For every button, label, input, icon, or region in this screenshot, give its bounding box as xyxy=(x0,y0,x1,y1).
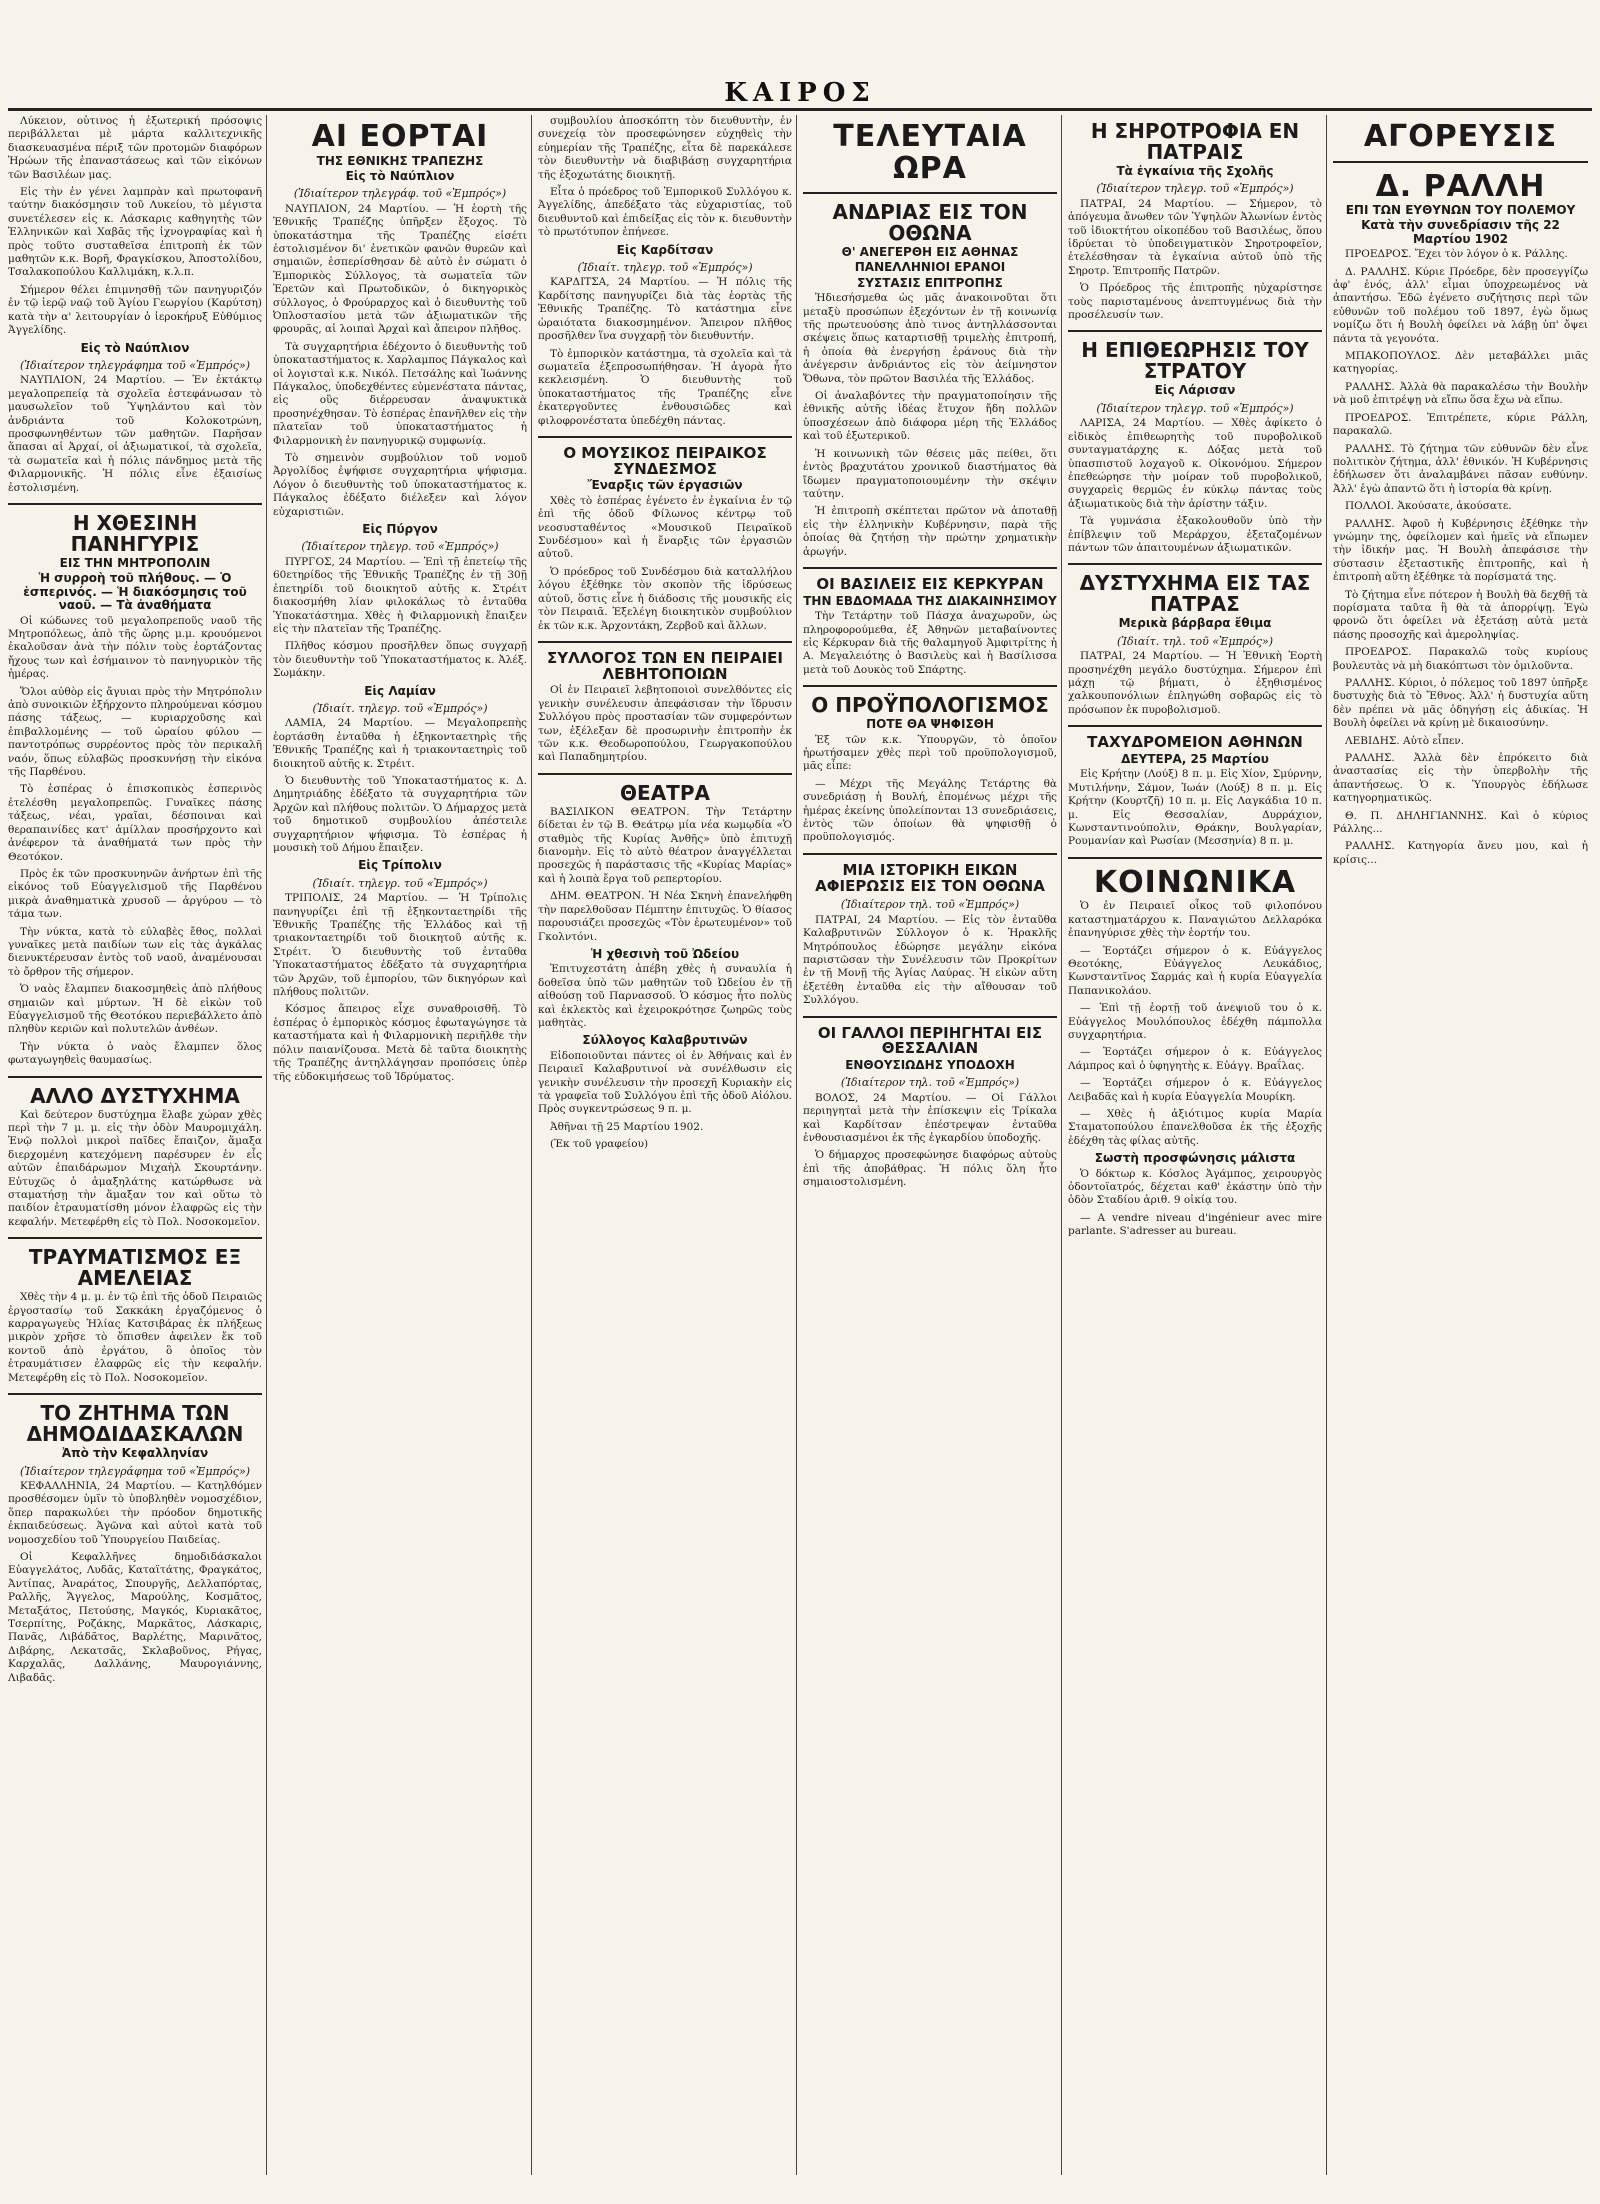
article-headline: ΑΓΟΡΕΥΣΙΣ xyxy=(1363,119,1558,154)
article-subheading: Ἀπὸ τὴν Κεφαλληνίαν xyxy=(61,1446,209,1461)
article-paragraph: ΠΡΟΕΔΡΟΣ. Ἐπιτρέπετε, κύριε Ράλλη, παρακαλῶ. xyxy=(1333,411,1588,438)
article-paragraph: ΜΠΑΚΟΠΟΥΛΟΣ. Δὲν μεταβάλλει μιᾶς κατηγορίας. xyxy=(1333,350,1588,376)
section-rule xyxy=(1068,725,1322,727)
article-paragraph: Εἶτα ὁ πρόεδρος τοῦ Ἐμπορικοῦ Συλλόγου κ. Ἀγγελίδης, ἀπεδέξατο τὰς εὐχαριστίας, τοῦ διευθυντοῦ καὶ ἐπιδείξας εἰς τὸν κ. διευθυντὴν τὸ πρωτότυπον ἐπήνεσε. xyxy=(538,186,792,239)
article-headline: ΑΛΛΟ ΔΥΣΤΥΧΗΜΑ xyxy=(30,1083,240,1108)
telegram-dateline: (Ἰδιαίτ. τηλεγρ. τοῦ «Ἐμπρός») xyxy=(577,261,753,275)
article-paragraph: ΝΑΥΠΛΙΟΝ, 24 Μαρτίου. — Ἐν ἐκτάκτῳ μεγαλοπρεπείᾳ τὰ σχολεῖα ἑστεφάνωσαν τὸ μαυσωλεῖον τοῦ Ὑψηλάντου καὶ τὸν ἀνδριάντα τοῦ Κολοκοτρώνη, προσφωνηθέντων τῶν μαθητῶν. Παρῆσαν ἅπασαι αἱ Ἀρχαί, οἱ ἀξιωματικοί, τὰ σχολεῖα, τὰ σωματεῖα καὶ ἡ πόλις πάνδημος μετὰ τῆς Φιλαρμονικῆς. Ἡ πόλις εἶνε ἐξαισίως ἐστολισμένη. xyxy=(8,374,262,494)
telegram-dateline: (Ἰδιαίτερον τηλεγρ. τοῦ «Ἐμπρός») xyxy=(1096,182,1294,196)
columns xyxy=(8,115,1592,2175)
column-2 xyxy=(273,115,532,2175)
article-subheading: ΤΗΣ ΕΘΝΙΚΗΣ ΤΡΑΠΕΖΗΣ xyxy=(316,153,484,168)
article-paragraph: ΛΑΜΙΑ, 24 Μαρτίου. — Μεγαλοπρεπὴς ἑορτάσθη ἐνταῦθα ἡ ἑξηκονταετηρὶς τῆς Ἐθνικῆς Τραπέζης καὶ ἡ τριακονταετηρὶς τοῦ διοικητοῦ αὐτῆς κ. Στρέιτ. xyxy=(273,717,527,770)
article-paragraph: ΠΡΟΕΔΡΟΣ. Παρακαλῶ τοὺς κυρίους βουλευτὰς νὰ μὴ διακόπτωσι τὸν ὁμιλοῦντα. xyxy=(1333,646,1588,672)
article-paragraph: Κόσμος ἄπειρος εἶχε συναθροισθῆ. Τὸ ἑσπέρας ὁ ἐμπορικὸς κόσμος ἐφωταγώγησε τὰ καταστήματα καὶ ἡ Φιλαρμονικὴ περιῆλθε τὴν πόλιν παιανίζουσα. Μετὰ δὲ ταῦτα διοικητὴς τῆς Τραπέζης ἀντηλλάγησαν προπόσεις ὑπὲρ τῆς εὐδοκιμήσεως τοῦ Ἱδρύματος. xyxy=(273,1003,527,1083)
section-rule xyxy=(538,436,792,438)
article-paragraph: Οἱ ἐν Πειραιεῖ λεβητοποιοὶ συνελθόντες εἰς γενικὴν συνέλευσιν ἀπεφάσισαν τὴν ἵδρυσιν Συλλόγου πρὸς προστασίαν τῶν συμφερόντων των, ἐξέλεξαν δὲ προσωρινὴν ἐπιτροπὴν ἐκ τῶν κ.κ. Θεοδωροπούλου, Γεωργακοπούλου καὶ Παπαδημητρίου. xyxy=(538,684,792,764)
newspaper-title: ΚΑΙΡΟΣ xyxy=(724,78,876,108)
telegram-dateline: (Ἰδιαίτ. τηλ. τοῦ «Ἐμπρός») xyxy=(1116,634,1274,648)
article-subheading: Εἰς τὸ Ναύπλιον xyxy=(80,340,190,355)
article-subheading: ΠΑΝΕΛΛΗΝΙΟΙ ΕΡΑΝΟΙ xyxy=(854,260,1006,275)
article-paragraph: Ὁ δόκτωρ κ. Κόσλος Ἀγάμπος, χειρουργὸς ὀδοντοϊατρός, δέχεται καθ' ἑκάστην ὑπὸ τὴν ὁδὸν Σταδίου ἀριθ. 9 οἰκίᾳ του. xyxy=(1068,1167,1322,1207)
article-paragraph: Τὸ ἐμπορικὸν κατάστημα, τὰ σχολεῖα καὶ τὰ σωματεῖα ἐξεπροσωπήθησαν. Ἡ ἀγορὰ ἦτο κεκλεισμένη. Ὁ διευθυντὴς τοῦ ὑποκαταστήματος τῆς Τραπέζης εἶνε ἐκατεργοῦντες ἐνθουσιῶδες καὶ φιλοφρονέστατα ὑπεδέχθη πάντας. xyxy=(538,347,792,427)
article-subheading: Εἰς Λάρισαν xyxy=(1154,383,1236,398)
article-subheading: Ἔναρξις τῶν ἐργασιῶν xyxy=(587,478,743,493)
article-subheading: ΤΗΝ ΕΒΔΟΜΑΔΑ ΤΗΣ ΔΙΑΚΑΙΝΗΣΙΜΟΥ xyxy=(803,593,1057,608)
article-headline: ΑΝΔΡΙΑΣ ΕΙΣ ΤΟΝ ΟΘΩΝΑ xyxy=(832,200,1028,245)
article-paragraph: ΡΑΛΛΗΣ. Κύριοι, ὁ πόλεμος τοῦ 1897 ὑπῆρξε δυστυχὴς διὰ τὸ Ἔθνος. Ἀλλ' ἡ δυστυχία αὕτη δὲν πρέπει νὰ μᾶς ὁδηγήσῃ εἰς ἀδικίας. Ἡ Βουλὴ ὀφείλει νὰ κρίνῃ μὲ δικαιοσύνην. xyxy=(1333,677,1588,730)
article-subheading: Μερικὰ βάρβαρα ἔθιμα xyxy=(1118,616,1272,631)
article-paragraph: Οἱ κώδωνες τοῦ μεγαλοπρεποῦς ναοῦ τῆς Μητροπόλεως, ἀπὸ τῆς ὥρης μ.μ. κρουόμενοι ἐκαλοῦσαν ἀνὰ τὴν πόλιν τοὺς ἑορτάζοντας ἤχους των καὶ ἐσήμαινον τὸ πανηγυρικὸν τῆς ἡμέρας. xyxy=(8,614,262,681)
telegram-dateline: (Ἰδιαίτερον τηλεγράφημα τοῦ «Ἐμπρός») xyxy=(19,358,250,372)
article-subheading: ΕΠΙ ΤΩΝ ΕΥΘΥΝΩΝ ΤΟΥ ΠΟΛΕΜΟΥ xyxy=(1345,203,1576,217)
article-headline: Η ΣΗΡΟΤΡΟΦΙΑ ΕΝ ΠΑΤΡΑΙΣ xyxy=(1090,119,1300,164)
article-paragraph: ΝΑΥΠΛΙΟΝ, 24 Μαρτίου. — Ἡ ἑορτὴ τῆς Ἐθνικῆς Τραπέζης ὑπῆρξεν ἔξοχος. Τὸ ὑποκατάστημα τῆς Τραπέζης εἰσέτι ἐστολισμένον δι' ἐνετικῶν φανῶν θυρεῶν καὶ σημαιῶν, ἑσπερίσθησαν δὲ αὐτὸ ἐν σώματι ὁ Ἐμπορικὸς Σύλλογος, τὰ σωματεῖα τῶν Ἐρετῶν καὶ Πρωτοδικῶν, ὁ δικηγορικὸς σύλλογος, ὁ Φρούραρχος καὶ ὁ διευθυντὴς τοῦ Ὀπλοστασίου μετὰ τῶν ἀξιωματικῶν τῆς φρουρᾶς, αἱ λοιπαὶ Ἀρχαὶ καὶ ἄπειρον πλῆθος. xyxy=(273,202,527,336)
article-paragraph: ΛΕΒΙΔΗΣ. Αὐτὸ εἶπεν. xyxy=(1345,734,1465,747)
article-headline: ΘΕΑΤΡΑ xyxy=(620,780,710,805)
telegram-dateline: (Ἰδιαίτερον τηλεγρ. τοῦ «Ἐμπρός») xyxy=(1096,401,1294,415)
article-subheading: ΕΙΣ ΤΗΝ ΜΗΤΡΟΠΟΛΙΝ xyxy=(59,555,211,570)
article-paragraph: Ἠδιεσήσμεθα ὡς μᾶς ἀνακοινοῦται ὅτι μεταξὺ προσώπων ἐξεχόντων ἐν τῇ κοινωνίᾳ τῆς πρωτευούσης ἀπὸ τινος ἀντηλλάσσονται σκέψεις ὅπως καταρτισθῇ τριμελὴς ἐπιτροπή, ἡ ὁποία θὰ ἐνεργήσῃ ἐράνους διὰ τὴν ἀνέγερσιν ἀνδριάντος εἰς τὸν ἀείμνηστον Ὄθωνα, τὸν πρῶτον Βασιλέα τῆς Ἑλλάδος. xyxy=(803,292,1057,385)
article-paragraph: Τὰ συγχαρητήρια ἐδέχοντο ὁ διευθυντὴς τοῦ ὑποκαταστήματος κ. Χαρλαμπος Πάγκαλος καὶ οἱ λογισταὶ κ.κ. Νικόλ. Πετσάλης καὶ Ἰωάννης Πάγκαλος, ὑποδεχθέντες εὐμενέστατα πάντας, εἰς οὓς διέρρευσαν ἀναψυκτικὰ προσηνέχθησαν. Τὸ ἑσπέρας ἐπανῆλθεν εἰς τὴν πλατεῖαν τοῦ ὑποκαταστήματος ἡ Φιλαρμονικὴ ἐν πανηγυρικῷ συμφωνίᾳ. xyxy=(273,340,527,447)
column-5 xyxy=(1068,115,1327,2175)
article-paragraph: Ὁ πρόεδρος τοῦ Συνδέσμου διὰ καταλλήλου λόγου ἐξέθηκε τὸν σκοπὸν τῆς ἱδρύσεως αὐτοῦ, ὅστις εἶνε ἡ διάδοσις τῆς μουσικῆς εἰς τὸν Πειραιᾶ. Ἐξελέγη διοικητικὸν συμβούλιον ἐκ τῶν κ.κ. Ἀρχοντάκη, Ζερβοῦ καὶ ἄλλων. xyxy=(538,565,792,632)
article-paragraph: ΠΑΤΡΑΙ, 24 Μαρτίου. — Ἡ Ἐθνικὴ Ἑορτὴ προσηνέχθη μεγάλο δυστύχημα. Σήμερον ἐπὶ μάχῃ τῷ βήματι, ὁ ἐξηθισμένος χαλκουπονόλιων ἐπληγώθη σοβαρῶς εἰς τὸ πρόσωπον ἐκ πυροβολισμοῦ. xyxy=(1068,650,1322,716)
section-rule xyxy=(8,503,262,505)
article-paragraph: Λύκειον, οὗτινος ἡ ἐξωτερική πρόσοψις περιβάλλεται μὲ μάρτα καλλιτεχνικῆς διασκευασμένα πέριξ τῶν προτομῶν διαφόρων Ἡρώων τῆς ἐπαναστάσεως καὶ τῶν εἰκόνων τῶν Βασιλέων μας. xyxy=(8,115,262,181)
article-paragraph: ΛΑΡΙΣΑ, 24 Μαρτίου. — Χθὲς ἀφίκετο ὁ εἰδικὸς ἐπιθεωρητὴς τοῦ πυροβολικοῦ συνταγματάρχης κ. Δόξας μετὰ τοῦ ὑπασπιστοῦ λοχαγοῦ κ. Οἰκονόμου. Σήμερον ἐπεθεώρησε τὴν μοίραν τοῦ πυροβολικοῦ, συγχαρεὶς θερμῶς ἐν κύκλῳ πάντας τοὺς ἀξιωματικοὺς διὰ τὴν ἀρίστην τάξιν. xyxy=(1068,417,1322,510)
article-paragraph: — Χθὲς ἡ ἀξιότιμος κυρία Μαρία Σταματοπούλου ἐπανελθοῦσα ἐκ τῆς ἐξοχῆς ἐδέχθη τὰς φίλας αὐτῆς. xyxy=(1068,1107,1322,1147)
article-paragraph: Σήμερον θέλει ἐπιμνησθῇ τῶν πανηγυριζόν ἐν τῷ ἱερῷ ναῷ τοῦ Ἁγίου Γεωργίου (Καρύτση) κατὰ τὴν α' λειτουργίαν ὁ ἱεροκήρυξ Εὐθύμιος Ἀγγελίδης. xyxy=(8,283,262,337)
article-paragraph: Ἐξ τῶν κ.κ. Ὑπουργῶν, τὸ ὁποῖον ἠρωτήσαμεν χθὲς περὶ τοῦ προϋπολογισμοῦ, μᾶς εἶπε: xyxy=(803,733,1057,773)
article-paragraph: ΠΑΤΡΑΙ, 24 Μαρτίου. — Εἰς τὸν ἐνταῦθα Καλαβρυτινῶν Σύλλογον ὁ κ. Ἠρακλῆς Μητρόπουλος ἐδώρησε μεγάλην εἰκόνα παριστῶσαν τὴν Συνέλευσιν τῶν Προκρίτων ἐν τῇ Μονῇ τῆς Ἁγίας Λαύρας. Ἡ εἰκὼν αὕτη ἐξετέθη ἐνταῦθα εἰς τὴν αἴθουσαν τοῦ Συλλόγου. xyxy=(803,913,1057,1007)
article-paragraph: ΔΗΜ. ΘΕΑΤΡΟΝ. Ἡ Νέα Σκηνὴ ἐπανελήφθη τὴν παρελθοῦσαν Πέμπτην ἐπιτυχῶς. Ὁ θίασος παρουσιάζει προσεχῶς «Τὸν ἐρωτευμένον» τοῦ Γκολντόνι. xyxy=(538,890,792,943)
section-rule xyxy=(803,1016,1057,1018)
telegram-dateline: (Ἰδιαίτερον τηλ. τοῦ «Ἐμπρός») xyxy=(840,898,1020,912)
article-paragraph: ΠΑΤΡΑΙ, 24 Μαρτίου. — Σήμερον, τὸ ἀπόγευμα ἄνωθεν τῶν Ὑψηλῶν Ἀλωνίων ἐντὸς τοῦ ἰδιοκτήτου οἰκοπέδου τοῦ Βασιλέως, ὅπου ἱδρύεται τὸ ὑποδειγματικὸν Σηροτροφεῖον, ἐτελέσθησαν τὰ ἐγκαίνια αὐτοῦ ὑπὸ τῆς Σηροτρ. Ἐπιτροπῆς Πατρῶν. xyxy=(1068,197,1322,277)
article-paragraph: — Ἑορτάζει σήμερον ὁ κ. Εὐάγγελος Λάμπρος καὶ ὁ ὑφηγητὴς κ. Εὐάγγ. Βραΐλας. xyxy=(1068,1046,1322,1072)
section-rule xyxy=(8,1393,262,1395)
article-paragraph: ΡΑΛΛΗΣ. Ἀλλὰ δὲν ἐπρόκειτο διὰ ἀναστασίας εἰς τὴν ὑπερβολὴν τῆς ἀπαντήσεως. Ὁ κ. Ὑπουργὸς ἐδήλωσε κατηγορηματικῶς. xyxy=(1333,752,1588,805)
article-paragraph: ΡΑΛΛΗΣ. Ἀφοῦ ἡ Κυβέρνησις ἐξέθηκε τὴν γνώμην της, ὀφείλομεν καὶ ἡμεῖς νὰ εἴπωμεν τὴν ἰδικήν μας. Ἡ Βουλὴ ἀπεφάσισε τὴν σύστασιν ἐξεταστικῆς ἐπιτροπῆς, καὶ ἡ ἐπιτροπὴ αὕτη ἐξέθηκε τὰ πορίσματά της. xyxy=(1333,517,1588,584)
article-paragraph: Ἡ κοινωνικὴ τῶν θέσεις μᾶς πείθει, ὅτι ἐντὸς βραχυτάτου χρονικοῦ διαστήματος θὰ ἴδωμεν πραγματοποιουμένην τὴν σκέψιν ταύτην. xyxy=(803,447,1057,500)
article-paragraph: ΡΑΛΛΗΣ. Ἀλλὰ θὰ παρακαλέσω τὴν Βουλὴν νὰ μοῦ ἐπιτρέψῃ νὰ εἴπω ὅσα ἔχω νὰ εἴπω. xyxy=(1333,380,1588,407)
article-subheading: ΠΟΤΕ ΘΑ ΨΗΦΙΣΘΗ xyxy=(866,717,994,732)
section-rule xyxy=(803,685,1057,687)
article-paragraph: Ἡ ἐπιτροπὴ σκέπτεται πρῶτον νὰ ἀποταθῇ εἰς τὴν ἑλληνικὴν Κυβέρνησιν, παρὰ τῆς ὁποίας θὰ ζητήσῃ τὴν πρώτην χρηματικὴν ἀρωγήν. xyxy=(803,505,1057,558)
telegram-dateline: (Ἰδιαίτερον τηλ. τοῦ «Ἐμπρός») xyxy=(840,1076,1020,1090)
article-paragraph: Εἰδοποιοῦνται πάντες οἱ ἐν Ἀθήναις καὶ ἐν Πειραιεῖ Καλαβρυτινοί νὰ συνέλθωσιν εἰς γενικὴν συνέλευσιν τὴν προσεχῆ Κυριακὴν εἰς τὰ γραφεῖα τοῦ Συλλόγου ἐπὶ τῆς ὁδοῦ Αἰόλου. Πρὸς συγκεντρώσεως 9 π. μ. xyxy=(538,1049,792,1116)
article-paragraph: Οἱ ἀναλαβόντες τὴν πραγματοποίησιν τῆς ἐθνικῆς αὐτῆς ἰδέας ἔτυχον ἤδη πολλῶν ὑποσχέσεων ἀπὸ διάφορα μέρη τῆς Ἑλλάδος καὶ τοῦ ἐξωτερικοῦ. xyxy=(803,390,1057,443)
article-subheading: Ἡ χθεσινὴ τοῦ Ὠδείου xyxy=(590,946,740,961)
article-paragraph: Ὁ Πρόεδρος τῆς ἐπιτροπῆς ηὐχαρίστησε τοὺς παρισταμένους ἀνεπτυγμένως διὰ τὴν προσέλευσίν των. xyxy=(1068,282,1322,322)
article-paragraph: συμβουλίου ἀποσκόπτη τὸν διευθυντὴν, ἐν συνεχείᾳ τὸν προσεφώνησεν εὐχηθεὶς τὴν εὐημερίαν τῆς Τραπέζης, εἶτα δὲ παρεκάλεσε τὸν διευθυντὴν νὰ διαβιβάσῃ συγχαρητήρια τῆς ἑξοχωτάτης διοικητῇ. xyxy=(538,115,792,181)
article-paragraph: Ὅλοι αὐθὸρ εἰς ἄγυιαι πρὸς τὴν Μητρόπολιν ἀπὸ συνοικιῶν ἐξήρχοντο πληρούμεναι κόσμου πάσης τάξεως, — κυριαρχοῦσης καὶ ἐπιβαλλομένης — τοῦ ὡραίου φύλου — παντοτρόπως συρρέοντος πρὸς τὸν περικαλῆ ναόν, ὅπως εὐλαβῶς προσκυνήσῃ τὴν εἰκόνα τῆς Παρθένου. xyxy=(8,685,262,779)
telegram-dateline: (Ἰδιαίτ. τηλεγρ. τοῦ «Ἐμπρός») xyxy=(312,701,488,715)
article-headline: ΣΥΛΛΟΓΟΣ ΤΩΝ ΕΝ ΠΕΙΡΑΙΕΙ ΛΕΒΗΤΟΠΟΙΩΝ xyxy=(546,648,784,683)
article-paragraph: Οἱ Κεφαλλῆνες δημοδιδάσκαλοι Εὐαγγελάτος, Λυδᾶς, Καταϊτάτης, Φραγκάτος, Ἀντίπας, Ἀναράτος, Σπουργῆς, Δελλαπόρτας, Ραλλῆς, Ἄγγελος, Μαρούλης, Κοσμᾶτος, Μεταξάτος, Πετούσης, Μαγκός, Κυριακᾶτος, Τσερπίτης, Ροζάκης, Μαρκᾶτος, Λάσκαρις, Πανᾶς, Λιβάδᾶτος, Βαρλέτης, Μαρινᾶτος, Διβάρης, Λεκατσᾶς, Σκλαβοῦνος, Ρήγας, Καρχαλᾶς, Δαλλάνης, Μαυρογιάννης, Λιβαδᾶς. xyxy=(8,1550,262,1684)
article-paragraph: Τὴν νύκτα, κατὰ τὸ εὐλαβὲς ἔθος, πολλαὶ γυναῖκες μετὰ παιδίων των εἰς τὰς ἀγκάλας διενυκτέρευσαν ἐντὸς τοῦ ναοῦ, ἀναμένουσαι τὸ ὄρθρον τῆς σήμερον. xyxy=(8,925,262,978)
article-headline: ΚΟΙΝΩΝΙΚΑ xyxy=(1093,864,1297,900)
article-paragraph: ΡΑΛΛΗΣ. Κατηγορία ἄνευ μου, καὶ ἡ κρίσις... xyxy=(1333,840,1588,866)
article-headline: ΤΕΛΕΥΤΑΙΑ ΩΡΑ xyxy=(833,119,1027,186)
article-paragraph: ΤΡΙΠΟΛΙΣ, 24 Μαρτίου. — Ἡ Τρίπολις πανηγυρίζει ἐπὶ τῇ ἑξηκονταετηρίδι τῆς Ἐθνικῆς Τραπέζης τῆς Ἑλλάδος καὶ τῇ τριακονταετηρίδι τοῦ διοικητοῦ αὐτῆς κ. Στρέιτ. Ὁ διευθυντὴς τοῦ ἐνταῦθα Ὑποκαταστήματος ἐδέξατο τὰ συγχαρητήρια τῶν Ἀρχῶν, τοῦ ἐμπορίου, τῶν δικηγόρων καὶ πλήθους πολιτῶν. xyxy=(273,892,527,999)
article-paragraph: — Ἑορτάζει σήμερον ὁ κ. Εὐάγγελος Λειβαδᾶς καὶ ἡ κυρία Εὐαγγελία Μουρίκη. xyxy=(1068,1077,1322,1103)
article-paragraph: Καὶ δεύτερον δυστύχημα ἔλαβε χώραν χθὲς περὶ τὴν 7 μ. μ. εἰς τὴν ὁδὸν Μαυρομιχάλη. Ἐνῷ πολλοὶ μικροὶ παῖδες ἔπαιζον, ἅμαξα διερχομένη κατεχόμενη παρέσυρεν ἐν εἷς αὐτῶν ἐπαιδάρωμον Μιχαὴλ Σκουρτάνην. Εὐτυχῶς ὁ ἁμαξηλάτης κατώρθωσε νὰ σταματήσῃ τὴν ἅμαξαν τον καὶ οὕτω τὸ παιδίον ἐτραυματίσθη μόνον ἐλαφρῶς εἰς τὴν κεφαλήν. Μετεφέρθη εἰς τὸ Πολ. Νοσοκομεῖον. xyxy=(8,1108,262,1228)
article-paragraph: Τὸ σημεινὸν συμβούλιον τοῦ νομοῦ Ἀργολίδος ἐψήφισε συγχαρητήρια ψήφισμα. Λόγον ὁ διευθυντὴς τοῦ ὑποκαταστήματος κ. Πάγκαλος ἐδέξατο διέλεξεν καὶ λόγον εὐχαριστιῶν. xyxy=(273,452,527,518)
article-headline: Δ. ΡΑΛΛΗ xyxy=(1375,168,1546,204)
article-paragraph: Χθὲς τὸ ἑσπέρας ἐγένετο ἐν ἐγκαίνια ἐν τῷ ἐπὶ τῆς ὁδοῦ Φίλωνος κέντρῳ τοῦ νεοσυσταθέντος «Μουσικοῦ Πειραϊκοῦ Συνδέσμου» καὶ ἡ ἔναρξις τῶν ἐργασιῶν αὐτοῦ. xyxy=(538,494,792,561)
article-subheading: Σωστὴ προσφώνησις μάλιστα xyxy=(1094,1151,1296,1166)
article-headline: ΔΥΣΤΥΧΗΜΑ ΕΙΣ ΤΑΣ ΠΑΤΡΑΣ xyxy=(1079,571,1311,617)
article-paragraph: Τὸ ζήτημα εἶνε πότερον ἡ Βουλὴ θὰ δεχθῇ τὰ πορίσματα ταῦτα ἢ θὰ τὰ ἀπορρίψῃ. Ἐγὼ φρονῶ ὅτι ὀφείλει νὰ ἐξετάσῃ αὐτὰ μετὰ πάσης προσοχῆς καὶ ἀμεροληψίας. xyxy=(1333,588,1588,641)
article-subheading: Σύλλογος Καλαβρυτινῶν xyxy=(582,1033,748,1048)
article-subheading: Κατὰ τὴν συνεδρίασιν τῆς 22 Μαρτίου 1902 xyxy=(1361,218,1560,246)
article-paragraph: ΠΟΛΛΟΙ. Ἀκούσατε, ἀκούσατε. xyxy=(1345,500,1512,513)
article-paragraph: Ὁ δήμαρχος προσεφώνησε διαφόρως αὐτοὺς ἐπὶ τῆς ἀποβάθρας. Ἡ πόλις ὅλη ἦτο σημαιοστολισμένη. xyxy=(803,1149,1057,1189)
article-subheading: Εἰς Καρδίτσαν xyxy=(616,242,714,257)
telegram-dateline: (Ἰδιαίτερον τηλεγράφημα τοῦ «Ἐμπρός») xyxy=(19,1464,250,1478)
article-paragraph: Τὴν νύκτα ὁ ναὸς ἔλαμπεν ὅλος φωταγωγηθεὶς θαυμασίως. xyxy=(8,1040,262,1067)
article-subheading: Ἡ συρροὴ τοῦ πλήθους. — Ὁ ἑσπερινός. — Ἡ διακόσμησις τοῦ ναοῦ. — Τὰ ἀναθήματα xyxy=(23,571,247,613)
article-paragraph: Θ. Π. ΔΗΛΗΓΙΑΝΝΗΣ. Καὶ ὁ κύριος Ράλλης... xyxy=(1333,809,1588,836)
column-3 xyxy=(538,115,797,2175)
article-headline: Η ΕΠΙΘΕΩΡΗΣΙΣ ΤΟΥ ΣΤΡΑΤΟΥ xyxy=(1081,338,1309,384)
article-subheading: Εἰς Πύργον xyxy=(362,522,438,537)
article-paragraph: Τὴν Τετάρτην τοῦ Πάσχα ἀναχωροῦν, ὡς πληροφορούμεθα, ἐξ Ἀθηνῶν μεταβαίνοντες εἰς Κέρκυραν διὰ τῆς θαλαμηγοῦ Ἀμφιτρίτης ἡ Α. Μεγαλειότης ὁ Βασιλεὺς καὶ ἡ Βασίλισσα μετὰ τοῦ Δουκὸς τοῦ Σπάρτης. xyxy=(803,610,1057,676)
section-rule xyxy=(538,641,792,643)
article-paragraph: Ὁ διευθυντὴς τοῦ Ὑποκαταστήματος κ. Δ. Δημητριάδης ἐδέξατο τὰ συγχαρητήρια τῶν Ἀρχῶν καὶ πλήθους πολιτῶν. Ὁ Δήμαρχος μετὰ τοῦ δημοτικοῦ συμβουλίου ἀπέστειλε συγχαρητήριον ψήφισμα. Τὸ ἑσπέρας ἡ μουσικὴ τοῦ Δήμου ἔπαιξεν. xyxy=(273,774,527,854)
article-subheading: Εἰς τὸ Ναύπλιον xyxy=(345,168,455,183)
article-headline: ΟΙ ΓΑΛΛΟΙ ΠΕΡΙΗΓΗΤΑΙ ΕΙΣ ΘΕΣΣΑΛΙΑΝ xyxy=(817,1023,1043,1058)
article-headline: Η ΧΘΕΣΙΝΗ ΠΑΝΗΓΥΡΙΣ xyxy=(70,510,200,556)
article-paragraph: Χθὲς τὴν 4 μ. μ. ἐν τῷ ἐπὶ τῆς ὁδοῦ Πειραιῶς ἐργοστασίῳ τοῦ Σακκάκη ἐργαζόμενος ὁ καρραγωγεὺς Ἠλίας Κατσιβάρας ἐκ πλήξεως μικρὸν χρῆσε τὸ ὄπισθεν ἀφειλεν ἔκ τοῦ κοντοῦ ἀπὸ ἐργάτου, ὃ ὁποῖος τὸν ἐτραυμάτισεν ἐλαφρῶς εἰς τὴν κεφαλήν. Μετεφέρθη εἰς τὸ Πολ. Νοσοκομεῖον. xyxy=(8,1291,262,1384)
article-paragraph: Τὰ γυμνάσια ἐξακολουθοῦν ὑπὸ τὴν ἐπίβλεψιν τοῦ Μεράρχου, ἐξεταζομένων πάντων τῶν ἀπαιτουμένων ἀξιωματικῶν. xyxy=(1068,515,1322,554)
telegram-dateline: (Ἰδιαίτερον τηλεγρ. τοῦ «Ἐμπρός») xyxy=(301,540,499,554)
article-paragraph: ΒΟΛΟΣ, 24 Μαρτίου. — Οἱ Γάλλοι περιηγηταὶ μετὰ τὴν ἐπίσκεψιν εἰς Τρίκαλα καὶ Καρδίτσαν ἐπέστρεψαν ἐνταῦθα ἐνθουσιασμένοι ἐκ τῆς ἐγκαρδίου ὑποδοχῆς. xyxy=(803,1091,1057,1145)
section-rule xyxy=(1333,161,1588,163)
section-rule xyxy=(803,567,1057,569)
article-subheading: ΕΝΘΟΥΣΙΩΔΗΣ ΥΠΟΔΟΧΗ xyxy=(845,1058,1015,1073)
article-paragraph: — Μέχρι τῆς Μεγάλης Τετάρτης θὰ συνεδριάσῃ ἡ Βουλή, ἐπομένως μέχρι τῆς ἡμέρας ἐκείνης ὑπολείπονται 13 συνεδριάσεις, ἐντὸς τῶν ὁποίων θὰ ψηφισθῇ ὁ προϋπολογισμός. xyxy=(803,777,1057,844)
article-paragraph: Ὁ ναὸς ἔλαμπεν διακοσμηθεὶς ἀπὸ πλήθους σημαιῶν καὶ μύρτων. Ἡ δὲ εἰκὼν τοῦ Εὐαγγελισμοῦ τῆς Θεοτόκου περιεβάλλετο ἀπὸ πληθὺν κεριῶν καὶ πολυτελῶν ἀνθέων. xyxy=(8,983,262,1036)
article-paragraph: (Ἐκ τοῦ γραφείου) xyxy=(550,1138,649,1151)
article-subheading: ΣΥΣΤΑΣΙΣ ΕΠΙΤΡΟΠΗΣ xyxy=(857,275,1003,290)
article-subheading: Θ' ΑΝΕΓΕΡΘΗ ΕΙΣ ΑΘΗΝΑΣ xyxy=(841,245,1019,259)
section-rule xyxy=(1068,330,1322,332)
section-rule xyxy=(1068,857,1322,859)
article-paragraph: — A vendre niveau d'ingénieur avec mire parlante. S'adresser au bureau. xyxy=(1068,1211,1322,1238)
article-headline: Ο ΜΟΥΣΙΚΟΣ ΠΕΙΡΑΙΚΟΣ ΣΥΝΔΕΣΜΟΣ xyxy=(563,443,767,478)
column-1 xyxy=(8,115,267,2175)
article-headline: ΤΟ ΖΗΤΗΜΑ ΤΩΝ ΔΗΜΟΔΙΔΑΣΚΑΛΩΝ xyxy=(26,1401,244,1447)
article-paragraph: Πλῆθος κόσμου προσῆλθεν ὅπως συγχαρῇ τὸν διευθυντὴν τοῦ Ὑποκαταστήματος κ. Ἀλέξ. Σωμάκην. xyxy=(273,640,527,680)
article-paragraph: ΡΑΛΛΗΣ. Τὸ ζήτημα τῶν εὐθυνῶν δὲν εἶνε πολιτικὸν ζήτημα, ἀλλ' ἐθνικόν. Ἡ Κυβέρνησις ἐδήλωσεν ὅτι ἀναλαμβάνει πᾶσαν ευθύνην. Ἀλλ' ἐγὼ ἀπαντῶ ὅτι ἡ ἱστορία θὰ κρίνῃ. xyxy=(1333,442,1588,495)
article-headline: ΟΙ ΒΑΣΙΛΕΙΣ ΕΙΣ ΚΕΡΚΥΡΑΝ xyxy=(816,574,1044,593)
section-rule xyxy=(8,1076,262,1078)
article-headline: ΤΑΧΥΔΡΟΜΕΙΟΝ ΑΘΗΝΩΝ xyxy=(1087,733,1303,752)
article-paragraph: ΠΡΟΕΔΡΟΣ. Ἔχει τὸν λόγον ὁ κ. Ράλλης. xyxy=(1345,248,1568,261)
column-6 xyxy=(1333,115,1592,2175)
article-headline: ΤΡΑΥΜΑΤΙΣΜΟΣ ΕΞ ΑΜΕΛΕΙΑΣ xyxy=(28,1245,242,1291)
article-subheading: Τὰ ἐγκαίνια τῆς Σχολῆς xyxy=(1116,164,1274,178)
article-paragraph: Ὁ ἐν Πειραιεῖ οἶκος τοῦ φιλοπόνου καταστηματάρχου κ. Παναγιώτου Δελλαρόκα ἐπανηγύρισε χθὲς τὴν ἑορτήν του. xyxy=(1068,900,1322,940)
article-headline: ΑΙ ΕΟΡΤΑΙ xyxy=(311,119,489,154)
article-paragraph: Εἰς τὴν ἐν γένει λαμπρὰν καὶ πρωτοφανῆ ταύτην διακόσμησιν τοῦ Λυκείου, τὸ μέγιστα συνετέλεσεν εἰς κ. Λάσκαρις καθηγητὴς τῶν Ἑλληνικῶν καὶ Χαβᾶς τῆς ἰχνογραφίας καὶ ἡ πρὸς τοῦτο συσταθεῖσα ἐπιτροπὴ ἐκ τῶν μαθητῶν κ.κ. Βορῆ, Φραγκίσκου, Ἀποστολίδου, Τσαλακοπούλου Καλλιμάκη, κ.λ.π. xyxy=(8,186,262,279)
article-paragraph: ΒΑΣΙΛΙΚΟΝ ΘΕΑΤΡΟΝ. Τὴν Τετάρτην δίδεται ἐν τῷ Β. Θεάτρῳ μία νέα κωμῳδία «Ὁ σταθμὸς τῆς Κυρίας Ἀνθῆς» ὑπὸ ἐπιτυχῇ διανομὴν. Εἰς τὸ αὐτὸ θέατρον ἀναγγέλλεται προσεχῶς ἡ παράστασις τῆς «Κυρίας Μαρίας» καὶ ἡ λοιπὰ ἔργα τοῦ ρεπερτορίου. xyxy=(538,805,792,885)
section-rule xyxy=(803,853,1057,855)
article-paragraph: ΚΕΦΑΛΛΗΝΙΑ, 24 Μαρτίου. — Κατηλθόμεν προσθέσομεν ὑμῖν τὸ ὑποβληθὲν νομοσχέδιον, ὅπερ παρακωλύει τὴν πρόοδον δημοτικῆς ἐκπαιδεύσεως. Ἀγῶνα καὶ αὐτοὶ κατὰ τοῦ νομοσχεδίου τοῦ Ὑπουργείου Παιδείας. xyxy=(8,1479,262,1546)
section-rule xyxy=(803,192,1057,194)
article-paragraph: Εἰς Κρήτην (Λούξ) 8 π. μ. Εἰς Χίον, Σμύρνην, Μυτιλήνην, Σάμον, Ἰωάν (Λούξ) 8 π. μ. Εἰς Κρήτην (Κουρτζῆ) 10 π. μ. Εἰς Λαγκάδια 10 π. μ. Εἰς Θεσσαλίαν, Δυρράχιον, Κωνσταντινούπολιν, Θράκην, Βουλγαρίαν, Ρουμανίαν καὶ Ρωσίαν (Μεσσηνία) 8 π. μ. xyxy=(1068,768,1322,848)
telegram-dateline: (Ἰδιαίτ. τηλεγρ. τοῦ «Ἐμπρός») xyxy=(312,876,488,890)
section-rule xyxy=(8,1237,262,1239)
masthead-rule xyxy=(8,108,1592,111)
column-4 xyxy=(803,115,1062,2175)
section-rule xyxy=(538,773,792,775)
article-paragraph: — Ἑορτάζει σήμερον ὁ κ. Εὐάγγελος Θεοτόκης, Εὐάγγελος Λευκάδιος, Κωνσταντῖνος Σαρμάς καὶ ἡ κυρία Εὐαγγελία Παπανικολάου. xyxy=(1068,944,1322,997)
article-paragraph: — Ἐπὶ τῇ ἑορτῇ τοῦ ἀνεψιοῦ του ὁ κ. Εὐάγγελος Μουλόπουλος ἐδέχθη πάμπολλα συγχαρητήρια. xyxy=(1068,1002,1322,1041)
telegram-dateline: (Ἰδιαίτερον τηλεγράφ. τοῦ «Ἐμπρός») xyxy=(293,187,507,201)
article-paragraph: Ἀθῆναι τῇ 25 Μαρτίου 1902. xyxy=(550,1120,704,1133)
article-headline: ΜΙΑ ΙΣΤΟΡΙΚΗ ΕΙΚΩΝ ΑΦΙΕΡΩΣΙΣ ΕΙΣ ΤΟΝ ΟΘΩΝΑ xyxy=(815,860,1045,895)
article-paragraph: Δ. ΡΑΛΛΗΣ. Κύριε Πρόεδρε, δὲν προσεγγίζω ἀφ' ἑνός, ἀλλ' εἶμαι ὑποχρεωμένος νὰ ἀπαντήσω. Ἐδῶ ἐγένετο συζήτησις περὶ τῶν εὐθυνῶν τοῦ πολέμου τοῦ 1897, ἐγὼ ὅμως νομίζω ὅτι ἡ Βουλὴ ὀφείλει νὰ λάβῃ ὑπ' ὄψει πάντα τὰ γεγονότα. xyxy=(1333,265,1588,345)
article-paragraph: ΠΥΡΓΟΣ, 24 Μαρτίου. — Ἐπὶ τῇ ἐπετείῳ τῆς 60ετηρίδος τῆς Ἐθνικῆς Τραπέζης ἐν τῇ 30ῇ ἐπετηρίδι τοῦ διοικητοῦ αὐτῆς κ. Στρέιτ διακοσμήθη λίαν φιλοκάλως τὸ ἐνταῦθα Ὑποκατάστημα. Χθὲς ἡ Φιλαρμονικὴ ἔπαιξεν εἰς τὴν πλατεῖαν τῆς Τραπέζης. xyxy=(273,555,527,635)
article-paragraph: Ἐπιτυχεστάτη ἀπέβη χθὲς ἡ συναυλία ἡ δοθεῖσα ὑπὸ τῶν μαθητῶν τοῦ Ὠδείου ἐν τῇ αἰθούσῃ τοῦ Παρνασσοῦ. Ὁ κόσμος ἦτο πολὺς καὶ ἐκλεκτὸς καὶ ἐχειροκρότησε ζωηρῶς τοὺς μαθητὰς. xyxy=(538,963,792,1029)
article-subheading: Εἰς Τρίπολιν xyxy=(358,858,442,873)
section-rule xyxy=(1068,563,1322,565)
article-paragraph: Πρὸς ἐκ τῶν προσκυνηνῶν ἀνήρτων ἐπὶ τῆς εἰκόνος τοῦ Εὐαγγελισμοῦ τῆς Παρθένου μικρὰ ἀναθηματικὰ χρυσοῦ — ἀργύρου — τὸ τάμα των. xyxy=(8,867,262,921)
article-paragraph: Τὸ ἑσπέρας ὁ ἐπισκοπικὸς ἑσπερινὸς ἐτελέσθη μεγαλοπρεπῶς. Γυναῖκες πάσης τάξεως, νέαι, γραῖαι, δέσποιναι καὶ θεραπαινίδες κατ' ἀμίλλαν προσήρχοντο καὶ ἀνέφερον τὰ ἀναθήματά των πρὸς τὴν Θεοτόκον. xyxy=(8,783,262,863)
masthead xyxy=(0,0,1600,110)
article-subheading: Εἰς Λαμίαν xyxy=(364,683,436,698)
article-headline: Ο ΠΡΟΫΠΟΛΟΓΙΣΜΟΣ xyxy=(811,693,1049,718)
article-subheading: ΔΕΥΤΕΡΑ, 25 Μαρτίου xyxy=(1121,751,1269,766)
article-paragraph: ΚΑΡΔΙΤΣΑ, 24 Μαρτίου. — Ἡ πόλις τῆς Καρδίτσης πανηγυρίζει διὰ τὰς ἑορτὰς τῆς Ἐθνικῆς Τραπέζης. Τὸ κατάστημα εἶνε ὡραιότατα διακοσμημένον. Ἄπειρον πλῆθος προσῆλθεν ἵνα συγχαρῇ τὸν διευθυντήν. xyxy=(538,276,792,343)
